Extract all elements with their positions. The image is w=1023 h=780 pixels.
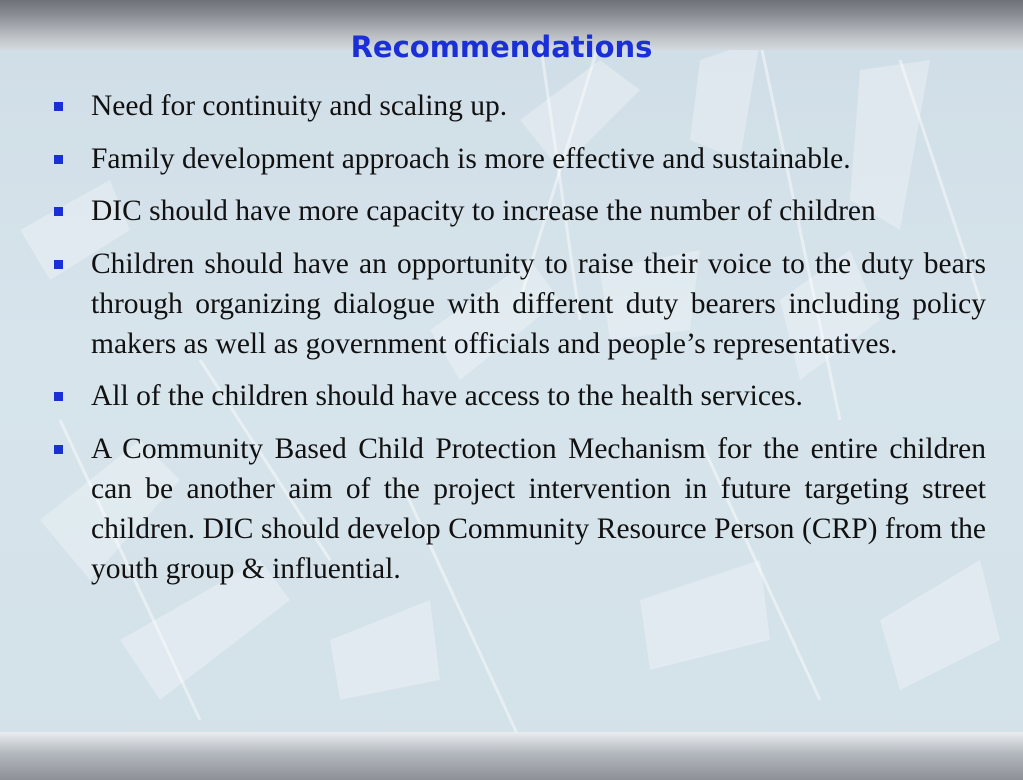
square-bullet-icon	[54, 445, 63, 454]
list-item-text: Need for continuity and scaling up.	[91, 90, 508, 122]
square-bullet-icon	[54, 392, 63, 401]
list-item-text: Family development approach is more effective and sustainable.	[91, 142, 851, 175]
square-bullet-icon	[54, 260, 63, 269]
square-bullet-icon	[54, 155, 63, 164]
list-item-text: A Community Based Child Protection Mechanism for the entire children can be another aim of the project intervention in future targeting street children. DIC should develop Community Resource Person (CRP) from the youth group & influential.	[91, 432, 986, 585]
list-item	[50, 429, 986, 589]
list-item-text: DIC should have more capacity to increase the number of children	[91, 195, 876, 227]
bottom-bar	[0, 732, 1023, 780]
square-bullet-icon	[54, 102, 63, 111]
list-item	[50, 244, 986, 364]
list-item-text: All of the children should have access to the health services.	[91, 380, 803, 412]
recommendation-list	[50, 86, 986, 601]
list-item	[50, 191, 986, 231]
slide-title: Recommendations	[350, 30, 653, 64]
list-item	[50, 86, 986, 126]
square-bullet-icon	[54, 207, 63, 216]
list-item-text: Children should have an opportunity to raise their voice to the duty bears through organizing dialogue with different duty bearers including policy makers as well as government officials and people’s representatives.	[91, 247, 986, 360]
list-item	[50, 139, 986, 179]
list-item	[50, 376, 986, 416]
